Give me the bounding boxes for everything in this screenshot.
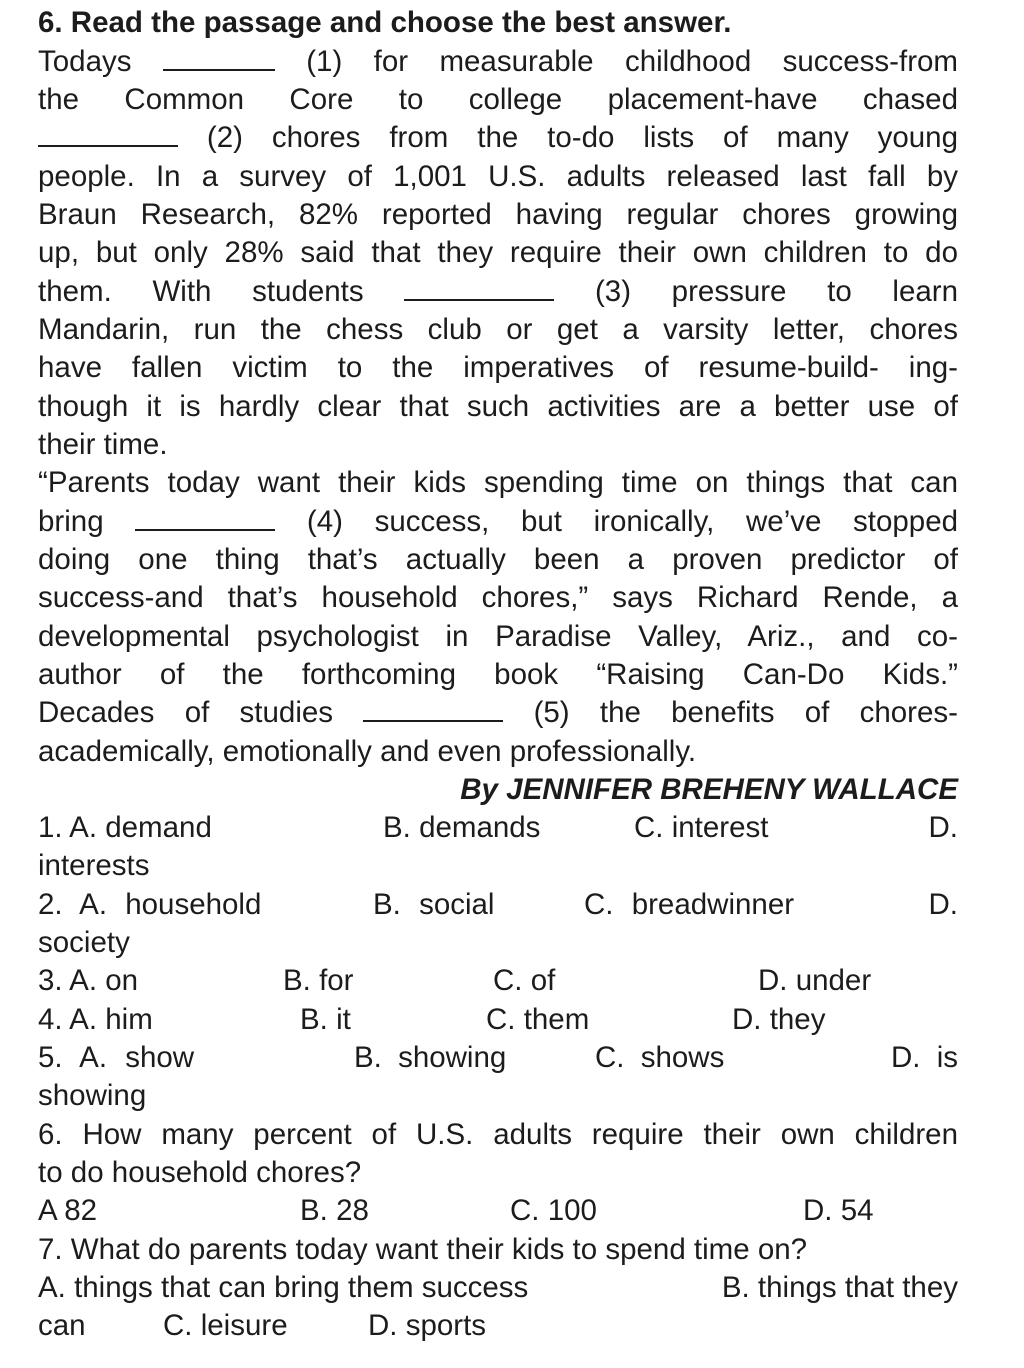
option-5d-wrap: showing (38, 1079, 147, 1112)
option-4c[interactable]: C. them (486, 1003, 590, 1036)
option-6b[interactable]: B. 28 (300, 1194, 369, 1227)
option-1b[interactable]: B. demands (383, 811, 541, 844)
passage-line: the Common Core to college placement-have chased (38, 83, 958, 116)
question-3-options (38, 962, 958, 1000)
question-6-stem: 6. How many percent of U.S. adults require their own children (38, 1118, 958, 1151)
passage-line: people. In a survey of 1,001 U.S. adults released last fall by (38, 160, 958, 193)
author-byline: By JENNIFER BREHENY WALLACE (460, 773, 958, 806)
passage-line: “Parents today want their kids spending time on things that can (38, 466, 958, 499)
option-2b[interactable]: B. social (373, 888, 495, 921)
option-1d-wrap: interests (38, 849, 150, 882)
option-3d[interactable]: D. under (758, 964, 872, 997)
option-5c[interactable]: C. shows (595, 1041, 725, 1074)
answer-blank-1 (163, 43, 275, 71)
option-4b[interactable]: B. it (300, 1003, 351, 1036)
passage-line: though it is hardly clear that such activities are a better use of (38, 390, 958, 423)
option-7a[interactable]: A. things that can bring them success (38, 1271, 529, 1304)
passage-line: Braun Research, 82% reported having regular chores growing (38, 198, 958, 231)
option-2a[interactable]: 2. A. household (38, 888, 262, 921)
section-heading: 6. Read the passage and choose the best answer. (38, 6, 732, 39)
option-7d[interactable]: D. sports (368, 1309, 487, 1342)
question-1-options (38, 809, 958, 847)
option-6d[interactable]: D. 54 (803, 1194, 874, 1227)
option-1a[interactable]: 1. A. demand (38, 811, 212, 844)
option-6c[interactable]: C. 100 (510, 1194, 597, 1227)
answer-blank-3 (404, 273, 554, 301)
answer-blank-5 (363, 694, 503, 722)
answer-blank-2 (38, 119, 178, 147)
question-4-options (38, 1001, 958, 1039)
option-5d[interactable]: D. is (891, 1041, 958, 1074)
option-1d[interactable]: D. (928, 811, 958, 844)
passage-line: developmental psychologist in Paradise Valley, Ariz., and co- (38, 620, 958, 653)
passage-line: up, but only 28% said that they require their own children to do (38, 236, 958, 269)
option-1c[interactable]: C. interest (634, 811, 769, 844)
option-4d[interactable]: D. they (732, 1003, 826, 1036)
passage-line: Mandarin, run the chess club or get a varsity letter, chores (38, 313, 958, 346)
question-7-stem: 7. What do parents today want their kids to spend time on? (38, 1233, 808, 1266)
passage-line: them. With students (3) pressure to learn (38, 275, 958, 308)
option-3c[interactable]: C. of (493, 964, 556, 997)
question-7-options-cont (38, 1307, 958, 1345)
question-2-options (38, 886, 958, 924)
passage-line: doing one thing that’s actually been a proven predictor of (38, 543, 958, 576)
answer-blank-4 (135, 503, 275, 531)
passage-line: academically, emotionally and even professionally. (38, 735, 697, 768)
passage-line: bring (4) success, but ironically, we’ve stopped (38, 505, 959, 538)
passage-line: Decades of studies (5) the benefits of chores- (38, 696, 958, 729)
passage-line: Todays (1) for measurable childhood success-from (38, 45, 958, 78)
question-6-options (38, 1192, 958, 1230)
option-4a[interactable]: 4. A. him (38, 1003, 153, 1036)
option-2c[interactable]: C. breadwinner (584, 888, 795, 921)
option-7b[interactable]: B. things that they (721, 1271, 958, 1304)
option-6a[interactable]: A 82 (38, 1194, 98, 1227)
question-5-options (38, 1039, 958, 1077)
question-7-options (38, 1269, 958, 1307)
option-2d-wrap: society (38, 926, 130, 959)
option-7b-wrap: can (38, 1309, 86, 1342)
passage-line: their time. (38, 428, 168, 461)
option-3b[interactable]: B. for (283, 964, 354, 997)
passage-line: (2) chores from the to-do lists of many young (38, 119, 958, 157)
passage-line: have fallen victim to the imperatives of resume-build- ing- (38, 351, 958, 384)
question-6-stem-cont: to do household chores? (38, 1156, 362, 1189)
option-3a[interactable]: 3. A. on (38, 964, 139, 997)
passage-line: author of the forthcoming book “Raising Can-Do Kids.” (38, 658, 958, 691)
option-5a[interactable]: 5. A. show (38, 1041, 195, 1074)
passage-line: success-and that’s household chores,” says Richard Rende, a (38, 581, 958, 614)
option-2d[interactable]: D. (928, 888, 958, 921)
option-5b[interactable]: B. showing (354, 1041, 507, 1074)
option-7c[interactable]: C. leisure (163, 1309, 288, 1342)
